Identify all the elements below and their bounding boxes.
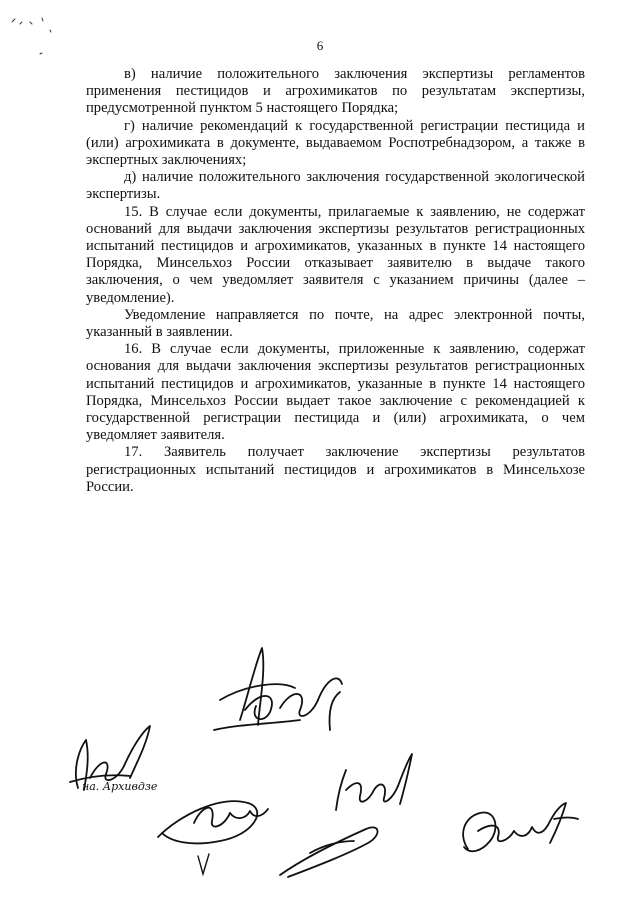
document-body: [86, 66, 585, 496]
paragraph-g: г) наличие рекомендаций к государственной регистрации пестицида и (или) агрохимиката в документе, выдаваемом Роспотребнадзором, а также в экспертных заключениях;: [86, 117, 585, 169]
paragraph-17: 17. Заявитель получает заключение экспертизы результатов регистрационных испытаний пестицидов и агрохимикатов в Минсельхозе России.: [86, 444, 585, 495]
paragraph-notification: Уведомление направляется по почте, на адрес электронной почты, указанный в заявлении.: [86, 306, 585, 341]
signature-top-center: [200, 640, 370, 740]
signature-bottom-center: [270, 815, 390, 885]
paragraph-v: в) наличие положительного заключения экспертизы регламентов применения пестицидов и агрохимикатов по результатам экспертизы, предусмотренной пунктом 5 настоящего Порядка;: [86, 66, 585, 117]
paragraph-15: 15. В случае если документы, прилагаемые к заявлению, не содержат оснований для выдачи заключения экспертизы результатов регистрационных испытаний пестицидов и агрохимикатов, указанных в пункте 14 настоящего Порядка, Минсельхоз России отказывает заявителю в выдаче такого заключения, о чем уведомляет заявителя с указанием причины (далее – уведомление).: [86, 203, 585, 306]
paragraph-d: д) наличие положительного заключения государственной экологической экспертизы.: [86, 169, 585, 203]
signature-left-note: на. Архивдзе: [82, 780, 158, 793]
page-number: 6: [316, 38, 324, 53]
check-mark: [196, 852, 212, 878]
signature-bottom-right: [450, 795, 590, 875]
paragraph-16: 16. В случае если документы, приложенные к заявлению, содержат основания для выдачи заключения экспертизы результатов регистрационных испытаний пестицидов и агрохимикатов, указанные в пункте 14 настоящего Порядка, Минсельхоз России выдает такое заключение с рекомендацией к государственной регистрации пестицида и (или) агрохимиката, о чем уведомляет заявителя.: [86, 341, 585, 444]
signature-middle-left: [150, 775, 280, 860]
